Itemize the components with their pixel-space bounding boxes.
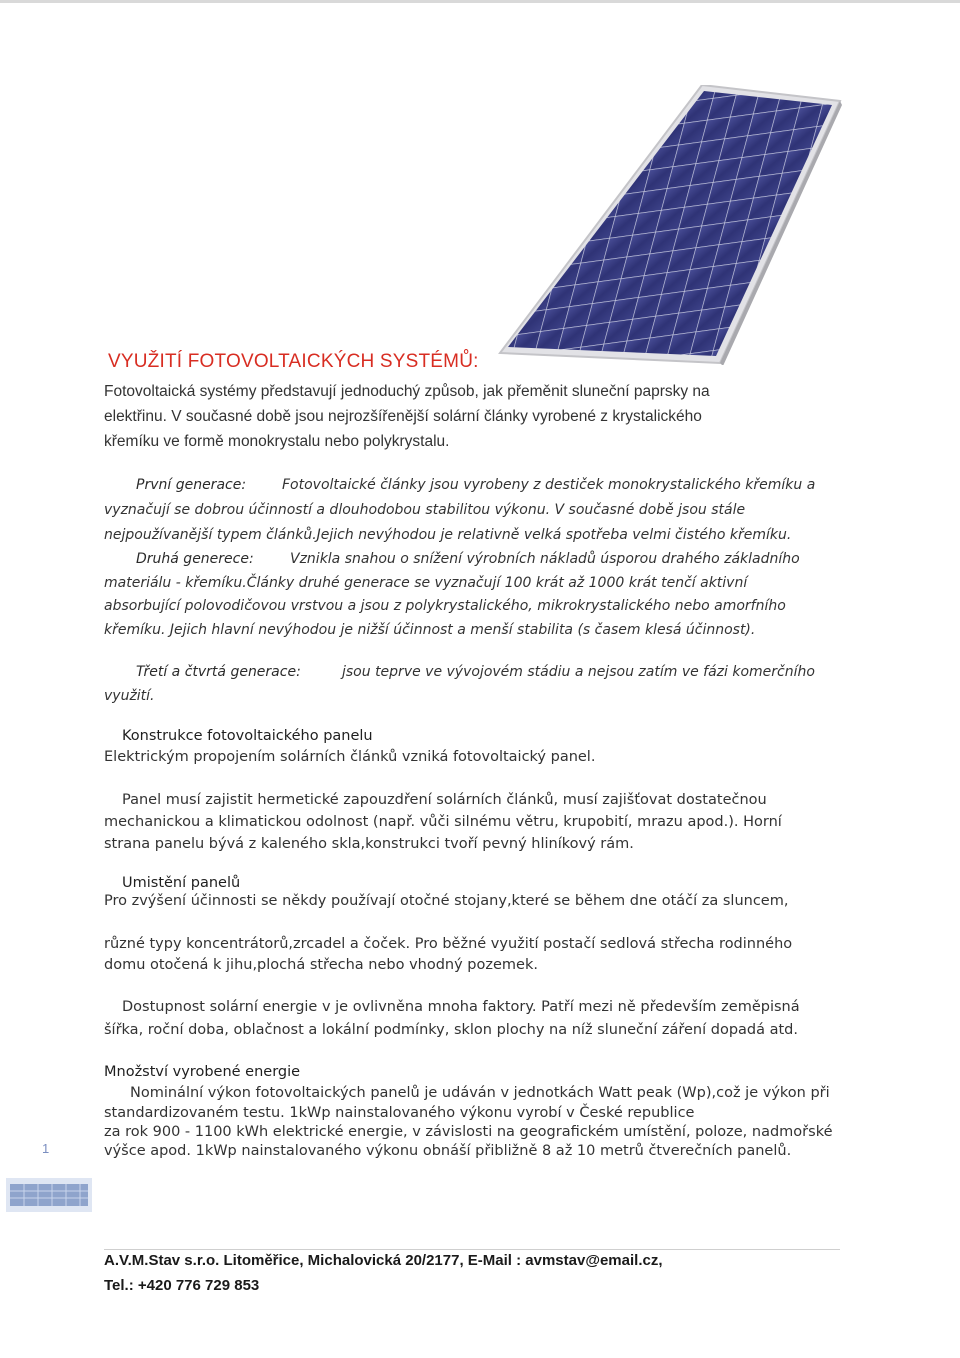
gen1-line-2: vyznačují se dobrou účinností a dlouhodobou stabilitou výkonu. V současné době jsou stále [104, 502, 746, 518]
gen2-label: Druhá generece: [136, 551, 254, 567]
konstrukce-line-1: Elektrickým propojením solárních článků vzniká fotovoltaický panel. [104, 749, 596, 765]
footer-divider [104, 1249, 840, 1250]
umisteni-line-3: domu otočená k jihu,plochá střecha nebo vhodný pozemek. [104, 957, 538, 973]
gen1-label: První generace: [136, 477, 247, 493]
mnozstvi-heading: Množství vyrobené energie [104, 1064, 301, 1080]
gen3-line-1: jsou teprve ve vývojovém stádiu a nejsou zatím ve fázi komerčního [342, 664, 815, 680]
gen1-line-1: Fotovoltaické články jsou vyrobeny z destiček monokrystalického křemíku a [282, 477, 816, 493]
mnozstvi-line-2: standardizovaném testu. 1kWp nainstalovaného výkonu vyrobí v České republice [104, 1105, 695, 1121]
umisteni-line-2: různé typy koncentrátorů,zrcadel a čoček. Pro běžné využití postačí sedlová střecha rodinného [104, 936, 793, 952]
gen3-label: Třetí a čtvrtá generace: [136, 664, 301, 680]
gen2-line-1: Vznikla snahou o snížení výrobních nákladů úsporou drahého základního [290, 551, 800, 567]
konstrukce-p2-line-3: strana panelu bývá z kaleného skla,konstrukci tvoří pevný hliníkový rám. [104, 836, 634, 852]
konstrukce-p2-line-1: Panel musí zajistit hermetické zapouzdření solárních článků, musí zajišťovat dostatečnou [122, 792, 767, 808]
gen1-line-3: nejpoužívanější typem článků.Jejich nevýhodou je relativně velká spotřeba velmi čistého křemíku. [104, 527, 792, 543]
intro-line-2: elektřinu. V současné době jsou nejrozšířenější solární články vyrobené z krystalického [104, 408, 702, 425]
solar-panel-image [494, 85, 844, 365]
page-title: VYUŽITÍ FOTOVOLTAICKÝCH SYSTÉMŮ: [108, 351, 479, 372]
footer-phone-line: Tel.: +420 776 729 853 [104, 1277, 260, 1294]
mini-panel-thumbnail [6, 1178, 92, 1212]
mnozstvi-line-1: Nominální výkon fotovoltaických panelů je udáván v jednotkách Watt peak (Wp),což je výkon při [130, 1085, 830, 1101]
intro-line-3: křemíku ve formě monokrystalu nebo polykrystalu. [104, 433, 450, 450]
gen3-line-2: využití. [104, 688, 155, 704]
konstrukce-p2-line-2: mechanickou a klimatickou odolnost (např. vůči silnému větru, krupobití, mrazu apod.). Horní [104, 814, 782, 830]
page-number: 1 [42, 1141, 50, 1156]
mnozstvi-line-4: výšce apod. 1kWp nainstalovaného výkonu obnáší přibližně 8 až 10 metrů čtverečních panelů. [104, 1143, 792, 1159]
konstrukce-heading: Konstrukce fotovoltaického panelu [122, 728, 373, 744]
umisteni-line-1: Pro zvýšení účinnosti se někdy používají otočné stojany,které se během dne otáčí za sluncem, [104, 893, 789, 909]
umisteni-heading: Umistění panelů [122, 875, 241, 891]
intro-line-1: Fotovoltaická systémy představují jednoduchý způsob, jak přeměnit sluneční paprsky na [104, 383, 710, 400]
gen2-line-2: materiálu - křemíku.Články druhé generace se vyznačují 100 krát až 1000 krát tenčí aktivní [104, 575, 748, 591]
gen2-line-4: křemíku. Jejich hlavní nevýhodou je nižší účinnost a menší stabilita (s časem klesá účinnost). [104, 622, 756, 638]
top-edge-line [0, 0, 960, 3]
gen2-line-3: absorbující polovodičovou vrstvou a jsou z polykrystalického, mikrokrystalického nebo amorfního [104, 598, 786, 614]
umisteni-line-4: Dostupnost solární energie v je ovlivněna mnoha faktory. Patří mezi ně především zeměpisná [122, 999, 800, 1015]
footer-company-line: A.V.M.Stav s.r.o. Litoměřice, Michalovická 20/2177, E-Mail : avmstav@email.cz, [104, 1252, 663, 1269]
mnozstvi-line-3: za rok 900 - 1100 kWh elektrické energie, v závislosti na geografickém umístění, poloze, nadmořské [104, 1124, 833, 1140]
umisteni-line-5: šířka, roční doba, oblačnost a lokální podmínky, sklon plochy na níž sluneční záření dopadá atd. [104, 1022, 798, 1038]
